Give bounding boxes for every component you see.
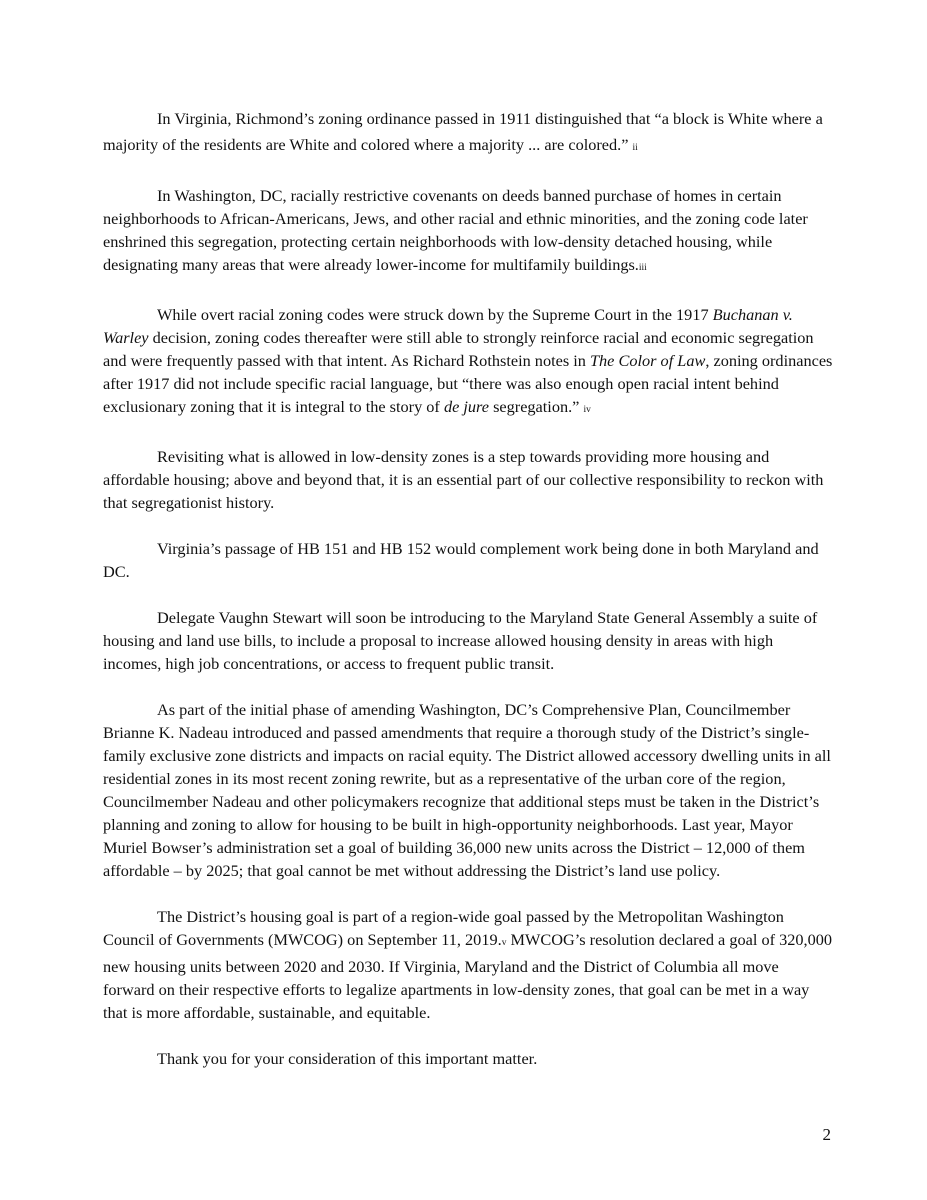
paragraph bbox=[103, 106, 833, 161]
paragraph-text: Thank you for your consideration of this important matter. bbox=[157, 1049, 538, 1068]
paragraph-text: While overt racial zoning codes were struck down by the Supreme Court in the 1917 bbox=[157, 305, 713, 324]
paragraph bbox=[103, 303, 833, 422]
italic-text: The Color of Law bbox=[589, 351, 706, 370]
paragraph bbox=[103, 184, 833, 280]
paragraph-text: As part of the initial phase of amending Washington, DC’s Comprehensive Plan, Councilmember Brianne K. Nadeau introduced and passed amendments that require a thorough study of the District’s single-family exclusive zone districts and impacts on racial equity. The District allowed accessory dwelling units in all residential zones in its most recent zoning rewrite, but as a representative of the urban core of the region, Councilmember Nadeau and other policymakers recognize that additional steps must be taken in the District’s planning and zoning to allow for housing to be built in high-opportunity neighborhoods. Last year, Mayor Muriel Bowser’s administration set a goal of building 36,000 new units across the District – 12,000 of them affordable – by 2025; that goal cannot be met without addressing the District’s land use policy. bbox=[103, 700, 831, 880]
paragraph-text: Virginia’s passage of HB 151 and HB 152 would complement work being done in both Maryland and DC. bbox=[103, 539, 819, 581]
paragraph-text: segregation.” bbox=[489, 397, 584, 416]
endnote-marker: iii bbox=[638, 263, 647, 273]
paragraph bbox=[103, 606, 833, 675]
endnote-marker: ii bbox=[632, 143, 638, 153]
endnote-marker: v bbox=[501, 938, 507, 948]
paragraph-text: MWCOG’s resolution declared a goal of 320,000 new housing units between 2020 and 2030. If Virginia, Maryland and the District of Columbia all move forward on their respective efforts to legalize apartments in low-density zones, that goal can be met in a way that is more affordable, sustainable, and equitable. bbox=[103, 930, 832, 1022]
paragraph bbox=[103, 537, 833, 583]
endnote-marker: iv bbox=[583, 405, 591, 415]
paragraph-text: The District’s housing goal is part of a region-wide goal passed by the Metropolitan Washington Council of Governments (MWCOG) on September 11, 2019. bbox=[103, 907, 784, 949]
paragraph bbox=[103, 1047, 833, 1070]
paragraph bbox=[103, 698, 833, 882]
paragraph-text: decision, zoning codes thereafter were still able to strongly reinforce racial and economic segregation and were frequently passed with that intent. As Richard Rothstein notes in bbox=[103, 328, 814, 370]
paragraph bbox=[103, 905, 833, 1024]
italic-text: Buchanan v. Warley bbox=[103, 305, 793, 347]
paragraph-text: Revisiting what is allowed in low-density zones is a step towards providing more housing and affordable housing; above and beyond that, it is an essential part of our collective responsibility to reckon with that segregationist history. bbox=[103, 447, 824, 512]
document-body bbox=[103, 106, 833, 1093]
italic-text: de jure bbox=[443, 397, 489, 416]
paragraph bbox=[103, 445, 833, 514]
paragraph-text: In Virginia, Richmond’s zoning ordinance passed in 1911 distinguished that “a block is White where a majority of the residents are White and colored where a majority ... are colored.” bbox=[103, 109, 823, 154]
paragraph-text: In Washington, DC, racially restrictive covenants on deeds banned purchase of homes in certain neighborhoods to African-Americans, Jews, and other racial and ethnic minorities, and the zoning code later enshrined this segregation, protecting certain neighborhoods with low-density detached housing, while designating many areas that were already lower-income for multifamily buildings. bbox=[103, 186, 808, 274]
paragraph-text: Delegate Vaughn Stewart will soon be introducing to the Maryland State General Assembly a suite of housing and land use bills, to include a proposal to increase allowed housing density in areas with high incomes, high job concentrations, or access to frequent public transit. bbox=[103, 608, 818, 673]
paragraph-text: , zoning ordinances after 1917 did not include specific racial language, but “there was also enough open racial intent behind exclusionary zoning that it is integral to the story of bbox=[103, 351, 833, 416]
page-number: 2 bbox=[822, 1125, 831, 1144]
